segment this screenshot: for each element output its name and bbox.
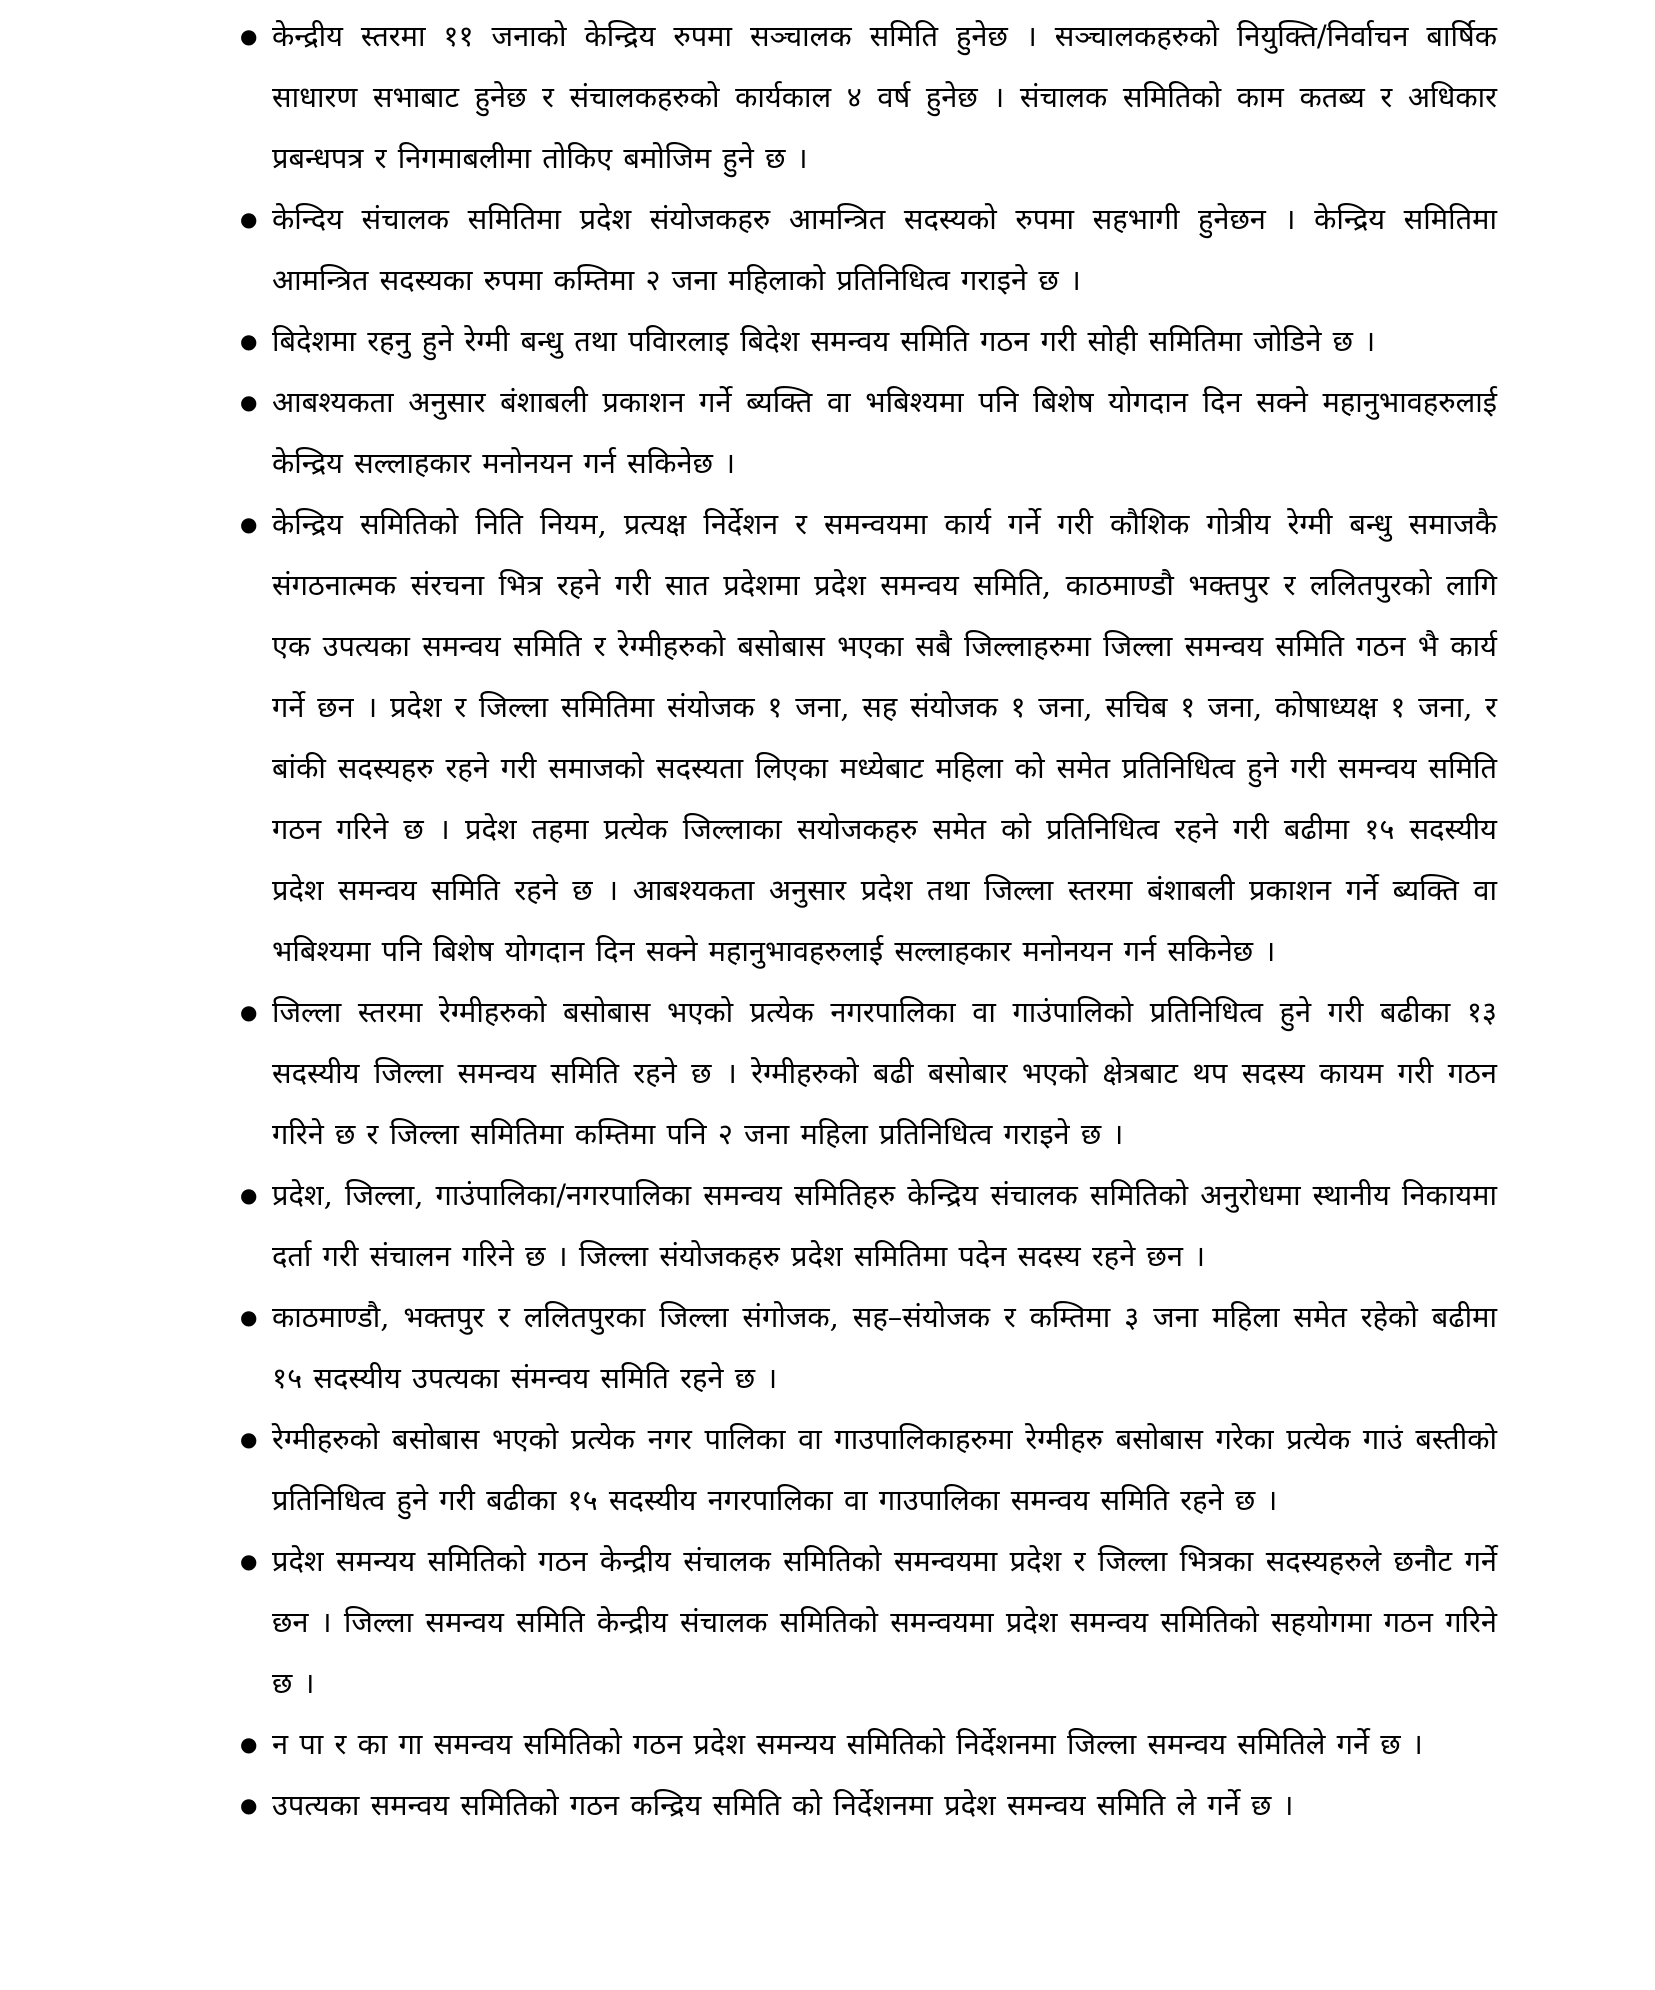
bullet-list [240,6,1497,1836]
bullet-text: प्रदेश समन्यय समितिको गठन केन्द्रीय संचालक समितिको समन्वयमा प्रदेश र जिल्ला भित्रका सदस्यहरुले छनौट गर्ने छन । जिल्ला समन्वय समिति केन्द्रीय संचालक समितिको समन्वयमा प्रदेश समन्वय समितिको सहयोगमा गठन गरिने छ । [272,1544,1497,1700]
list-item [240,6,1497,189]
bullet-icon: ● [240,1000,258,1024]
bullet-icon: ● [240,512,258,536]
bullet-text: जिल्ला स्तरमा रेग्मीहरुको बसोबास भएको प्रत्येक नगरपालिका वा गाउंपालिको प्रतिनिधित्व हुने गरी बढीका १३ सदस्यीय जिल्ला समन्वय समिति रहने छ । रेग्मीहरुको बढी बसोबार भएको क्षेत्रबाट थप सदस्य कायम गरी गठन गरिने छ र जिल्ला समितिमा कम्तिमा पनि २ जना महिला प्रतिनिधित्व गराइने छ । [272,995,1497,1151]
list-item [240,1775,1497,1836]
list-item [240,1714,1497,1775]
list-item [240,189,1497,311]
bullet-icon: ● [240,1793,258,1817]
bullet-text: प्रदेश, जिल्ला, गाउंपालिका/नगरपालिका समन्वय समितिहरु केन्द्रिय संचालक समितिको अनुरोधमा स्थानीय निकायमा दर्ता गरी संचालन गरिने छ । जिल्ला संयोजकहरु प्रदेश समितिमा पदेन सदस्य रहने छन । [272,1178,1497,1273]
bullet-icon: ● [240,1427,258,1451]
bullet-text: केन्द्रिय समितिको निति नियम, प्रत्यक्ष निर्देशन र समन्वयमा कार्य गर्ने गरी कौशिक गोत्रीय रेग्मी बन्धु समाजकै संगठनात्मक संरचना भित्र रहने गरी सात प्रदेशमा प्रदेश समन्वय समिति, काठमाण्डौ भक्तपुर र ललितपुरको लागि एक उपत्यका समन्वय समिति र रेग्मीहरुको बसोबास भएका सबै जिल्लाहरुमा जिल्ला समन्वय समिति गठन भै कार्य गर्ने छन । प्रदेश र जिल्ला समितिमा संयोजक १ जना, सह संयोजक १ जना, सचिब १ जना, कोषाध्यक्ष १ जना, र बांकी सदस्यहरु रहने गरी समाजको सदस्यता लिएका मध्येबाट महिला को समेत प्रतिनिधित्व हुने गरी समन्वय समिति गठन गरिने छ । प्रदेश तहमा प्रत्येक जिल्लाका सयोजकहरु समेत को प्रतिनिधित्व रहने गरी बढीमा १५ सदस्यीय प्रदेश समन्वय समिति रहने छ । आबश्यकता अनुसार प्रदेश तथा जिल्ला स्तरमा बंशाबली प्रकाशन गर्ने ब्यक्ति वा भबिश्यमा पनि बिशेष योगदान दिन सक्ने महानुभावहरुलाई सल्लाहकार मनोनयन गर्न सकिनेछ । [272,507,1497,968]
list-item [240,1165,1497,1287]
bullet-text: उपत्यका समन्वय समितिको गठन कन्द्रिय समिति को निर्देशनमा प्रदेश समन्वय समिति ले गर्ने छ । [272,1788,1294,1822]
bullet-text: बिदेशमा रहनु हुने रेग्मी बन्धु तथा पविारलाइ बिदेश समन्वय समिति गठन गरी सोही समितिमा जोडिने छ । [272,324,1376,358]
bullet-icon: ● [240,24,258,48]
list-item [240,311,1497,372]
bullet-text: केन्दिय संचालक समितिमा प्रदेश संयोजकहरु आमन्त्रित सदस्यको रुपमा सहभागी हुनेछन । केन्द्रिय समितिमा आमन्त्रित सदस्यका रुपमा कम्तिमा २ जना महिलाको प्रतिनिधित्व गराइने छ । [272,202,1497,297]
bullet-icon: ● [240,1183,258,1207]
list-item [240,1287,1497,1409]
bullet-icon: ● [240,1305,258,1329]
list-item [240,372,1497,494]
bullet-text: काठमाण्डौ, भक्तपुर र ललितपुरका जिल्ला संगोजक, सह–संयोजक र कम्तिमा ३ जना महिला समेत रहेको बढीमा १५ सदस्यीय उपत्यका संमन्वय समिति रहने छ । [272,1300,1497,1395]
bullet-icon: ● [240,1549,258,1573]
bullet-icon: ● [240,390,258,414]
bullet-text: न पा र का गा समन्वय समितिको गठन प्रदेश समन्यय समितिको निर्देशनमा जिल्ला समन्वय समितिले गर्ने छ । [272,1727,1423,1761]
bullet-icon: ● [240,207,258,231]
bullet-text: रेग्मीहरुको बसोबास भएको प्रत्येक नगर पालिका वा गाउपालिकाहरुमा रेग्मीहरु बसोबास गरेका प्रत्येक गाउं बस्तीको प्रतिनिधित्व हुने गरी बढीका १५ सदस्यीय नगरपालिका वा गाउपालिका समन्वय समिति रहने छ । [272,1422,1497,1517]
list-item [240,982,1497,1165]
list-item [240,1531,1497,1714]
bullet-icon: ● [240,1732,258,1756]
list-item [240,494,1497,982]
bullet-text: आबश्यकता अनुसार बंशाबली प्रकाशन गर्ने ब्यक्ति वा भबिश्यमा पनि बिशेष योगदान दिन सक्ने महानुभावहरुलाई केन्द्रिय सल्लाहकार मनोनयन गर्न सकिनेछ । [272,385,1497,480]
bullet-text: केन्द्रीय स्तरमा ११ जनाको केन्द्रिय रुपमा सञ्चालक समिति हुनेछ । सञ्चालकहरुको नियुक्ति/निर्वाचन बार्षिक साधारण सभाबाट हुनेछ र संचालकहरुको कार्यकाल ४ वर्ष हुनेछ । संचालक समितिको काम कतब्य र अधिकार प्रबन्धपत्र र निगमाबलीमा तोकिए बमोजिम हुने छ । [272,19,1497,175]
list-item [240,1409,1497,1531]
bullet-icon: ● [240,329,258,353]
